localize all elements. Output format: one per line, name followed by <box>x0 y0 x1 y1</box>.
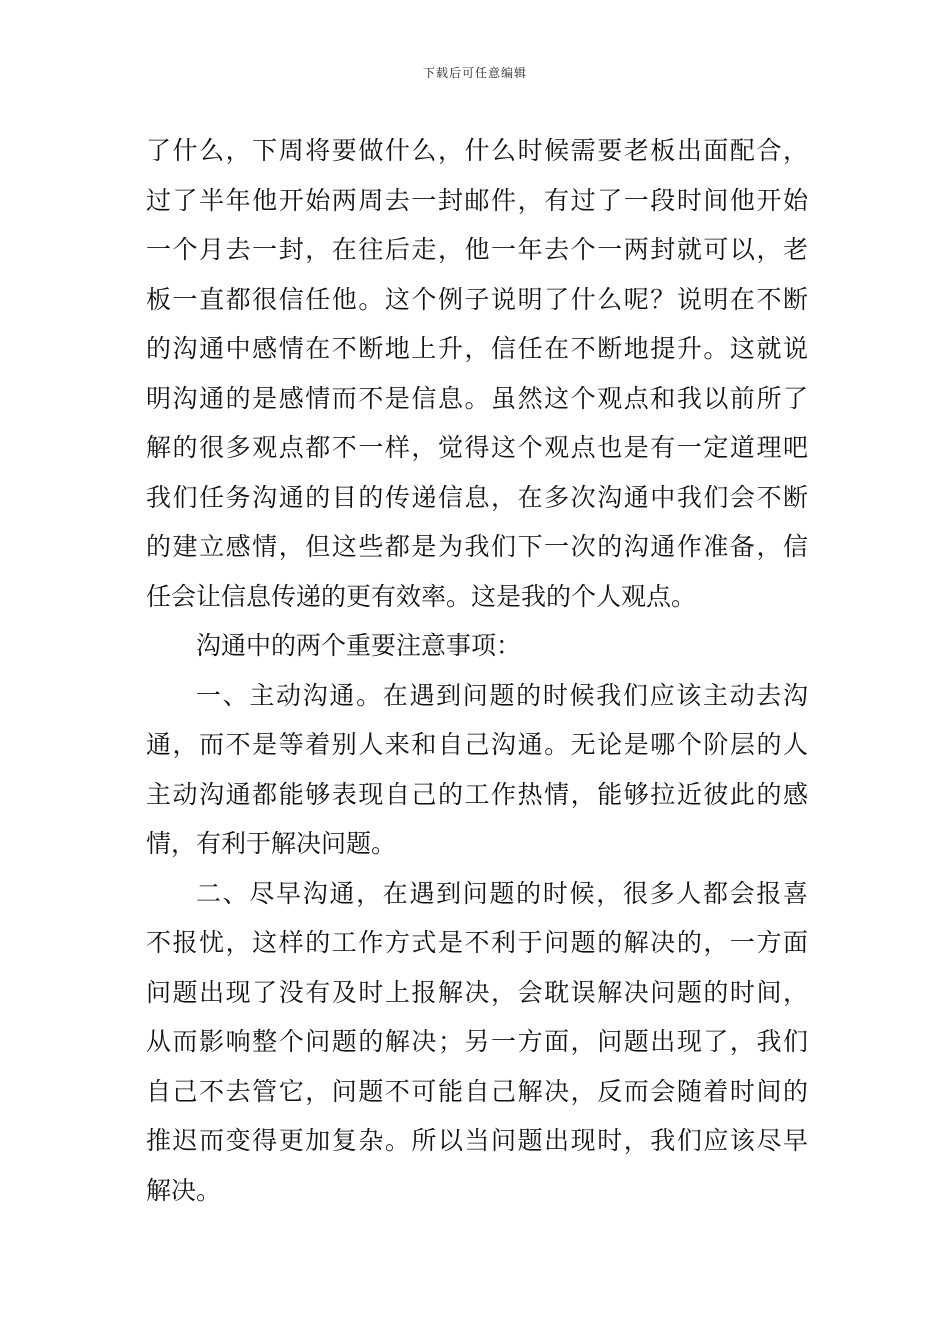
body-line: 二、尽早沟通，在遇到问题的时候，很多人都会报喜 <box>196 878 808 908</box>
body-line: 情，有利于解决问题。 <box>146 829 397 858</box>
body-line: 从而影响整个问题的解决；另一方面，问题出现了，我们 <box>146 1027 808 1056</box>
body-line: 推迟而变得更加复杂。所以当问题出现时，我们应该尽早 <box>146 1126 808 1155</box>
body-line: 不报忧，这样的工作方式是不利于问题的解决的，一方面 <box>146 928 808 957</box>
body-line: 通，而不是等着别人来和自己沟通。无论是哪个阶层的人 <box>146 730 808 759</box>
body-line: 问题出现了没有及时上报解决，会耽误解决问题的时间， <box>146 977 808 1007</box>
body-line: 一个月去一封，在往后走，他一年去个一两封就可以，老 <box>146 235 808 264</box>
body-line: 的建立感情，但这些都是为我们下一次的沟通作准备，信 <box>146 532 808 561</box>
body-line: 了什么，下周将要做什么，什么时候需要老板出面配合， <box>146 136 808 165</box>
page-header-note: 下载后可任意编辑 <box>422 66 527 80</box>
body-line: 过了半年他开始两周去一封邮件，有过了一段时间他开始 <box>146 185 808 215</box>
body-line: 明沟通的是感情而不是信息。虽然这个观点和我以前所了 <box>146 383 808 413</box>
body-line: 解决。 <box>146 1175 222 1205</box>
body-line: 解的很多观点都不一样，觉得这个观点也是有一定道理吧 <box>146 433 808 462</box>
section-heading: 沟通中的两个重要注意事项： <box>196 631 522 660</box>
body-line: 一、主动沟通。在遇到问题的时候我们应该主动去沟 <box>196 680 808 710</box>
body-line: 自己不去管它，问题不可能自己解决，反而会随着时间的 <box>146 1076 808 1106</box>
document-body <box>146 126 808 1215</box>
body-line: 任会让信息传递的更有效率。这是我的个人观点。 <box>146 581 697 611</box>
body-line: 主动沟通都能够表现自己的工作热情，能够拉近彼此的感 <box>146 779 808 809</box>
body-line: 板一直都很信任他。这个例子说明了什么呢？说明在不断 <box>146 284 808 314</box>
body-line: 我们任务沟通的目的传递信息，在多次沟通中我们会不断 <box>146 482 808 512</box>
body-line: 的沟通中感情在不断地上升，信任在不断地提升。这就说 <box>146 334 808 363</box>
